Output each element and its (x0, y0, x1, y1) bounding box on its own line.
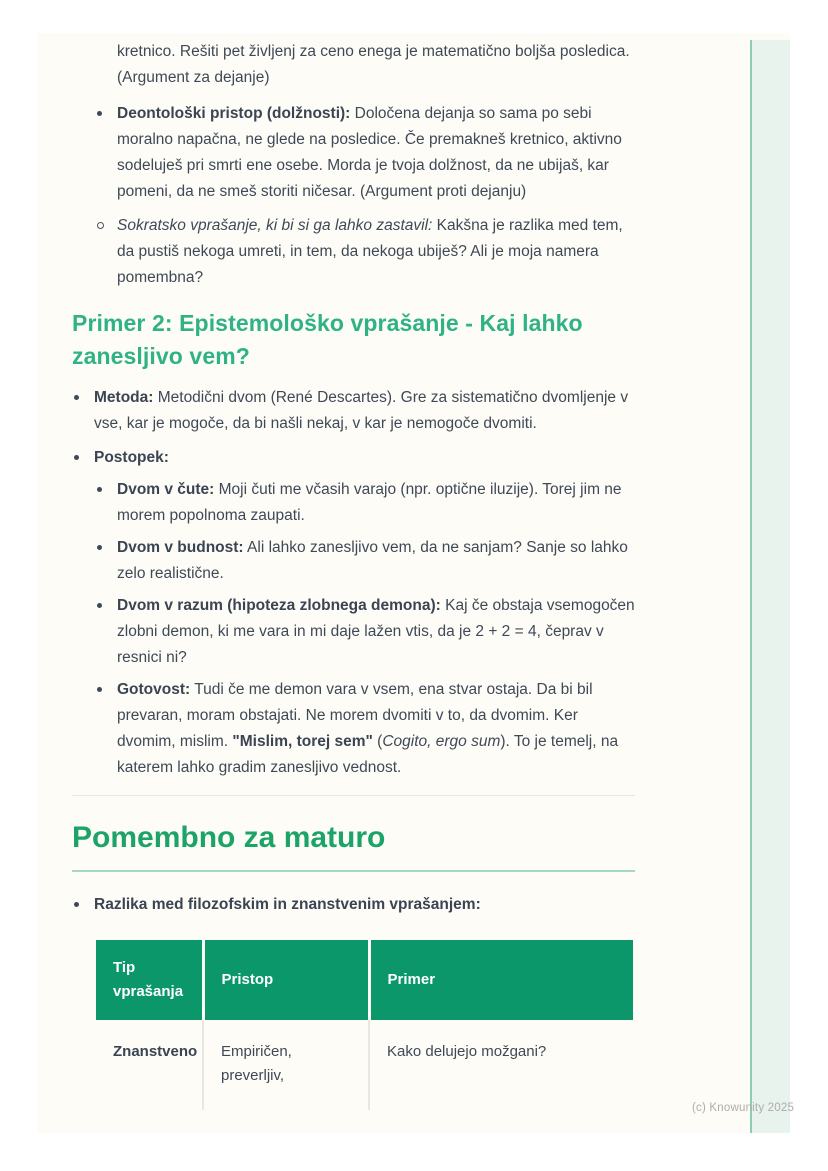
table-cell-primer: Kako delujejo možgani? (369, 1020, 633, 1110)
item-lead: Dvom v čute: (117, 481, 215, 498)
item-lead: Metoda: (94, 389, 154, 406)
document-page (37, 33, 790, 1133)
item-lead: Razlika med filozofskim in znanstvenim vprašanjem: (94, 896, 481, 913)
cell-text: Znanstveno (113, 1043, 198, 1060)
list-item-dvom-razum (95, 593, 635, 671)
table-header-primer: Primer (369, 940, 633, 1020)
list-item-gotovost (95, 677, 635, 781)
item-text: ( (372, 733, 383, 750)
item-text: Tudi če me demon vara v vsem, ena stvar ostaja. Da bi bil prevaran, moram obstajati. Ne morem dvomiti v to, da dvomim. Ker dvomim, mislim. (117, 681, 593, 750)
table-cell-tip (96, 1020, 203, 1110)
item-text: Določena dejanja so sama po sebi moralno napačna, ne glede na posledice. Če premakneš kretnico, aktivno sodeluješ pri smrti ene osebe. Morda je tvoja dolžnost, da ne ubijaš, kar pomeni, da ne smeš storiti ničesar. (Argument proti dejanju) (117, 105, 622, 200)
item-text: ). To je temelj, na katerem lahko gradim zanesljivo vednost. (117, 733, 619, 776)
postopek-sublist (95, 477, 635, 781)
item-italic-phrase: Cogito, ergo sum (382, 733, 501, 750)
section-heading-matura: Pomembno za maturo (72, 821, 386, 854)
primer2-list (72, 385, 635, 781)
item-text: Ali lahko zanesljivo vem, da ne sanjam? Sanje so lahko zelo realistične. (117, 539, 628, 582)
list-item-metoda (72, 385, 635, 437)
table-row (96, 1020, 633, 1110)
list-item-postopek (72, 445, 635, 781)
item-lead: Gotovost: (117, 681, 191, 698)
item-lead: Deontološki pristop (dolžnosti): (117, 105, 351, 122)
item-text: Kaj če obstaja vsemogočen zlobni demon, ki me vara in mi daje lažen vtis, da je 2 + 2 = 4, čeprav v resnici ni? (117, 597, 635, 666)
page-side-accent-band (750, 40, 790, 1133)
item-text: Kakšna je razlika med tem, da pustiš nekoga umreti, in tem, da nekoga ubiješ? Ali je moja namera pomembna? (117, 217, 623, 286)
table-header-row (96, 940, 633, 1020)
list-item-dvom-budnost (95, 535, 635, 587)
section-heading-primer2: Primer 2: Epistemološko vprašanje - Kaj lahko zanesljivo vem? (72, 310, 583, 369)
item-lead: Dvom v razum (hipoteza zlobnega demona): (117, 597, 441, 614)
content-column (72, 39, 635, 1118)
matura-list (72, 892, 635, 1110)
table-header-pristop: Pristop (203, 940, 369, 1020)
watermark: (c) Knowunity 2025 (692, 1102, 795, 1114)
table-cell-pristop: Empiričen, preverljiv, (203, 1020, 369, 1110)
item-text: Metodični dvom (René Descartes). Gre za sistematično dvomljenje v vse, kar je mogoče, da bi našli nekaj, v kar je nemogoče dvomiti. (94, 389, 629, 432)
list-item-dvom-cute (95, 477, 635, 529)
section-divider (72, 795, 635, 796)
list-item-deontoloski (95, 101, 635, 205)
item-lead: Dvom v budnost: (117, 539, 244, 556)
heading-underline (72, 870, 635, 872)
item-lead-italic: Sokratsko vprašanje, ki bi si ga lahko zastavil: (117, 217, 433, 234)
item-text: Moji čuti me včasih varajo (npr. optične iluzije). Torej jim ne morem popolnoma zaupati. (117, 481, 622, 524)
item-bold-quote: "Mislim, torej sem" (232, 733, 373, 750)
continuation-paragraph: kretnico. Rešiti pet življenj za ceno enega je matematično boljša posledica. (Argument za dejanje) (117, 43, 630, 86)
table-header-tip-vprasanja: Tip vprašanja (96, 940, 203, 1020)
list-item-sokratsko (95, 213, 635, 291)
list-item-razlika (72, 892, 635, 1110)
intro-list (95, 101, 635, 291)
comparison-table (96, 940, 633, 1110)
item-lead: Postopek: (94, 449, 169, 466)
